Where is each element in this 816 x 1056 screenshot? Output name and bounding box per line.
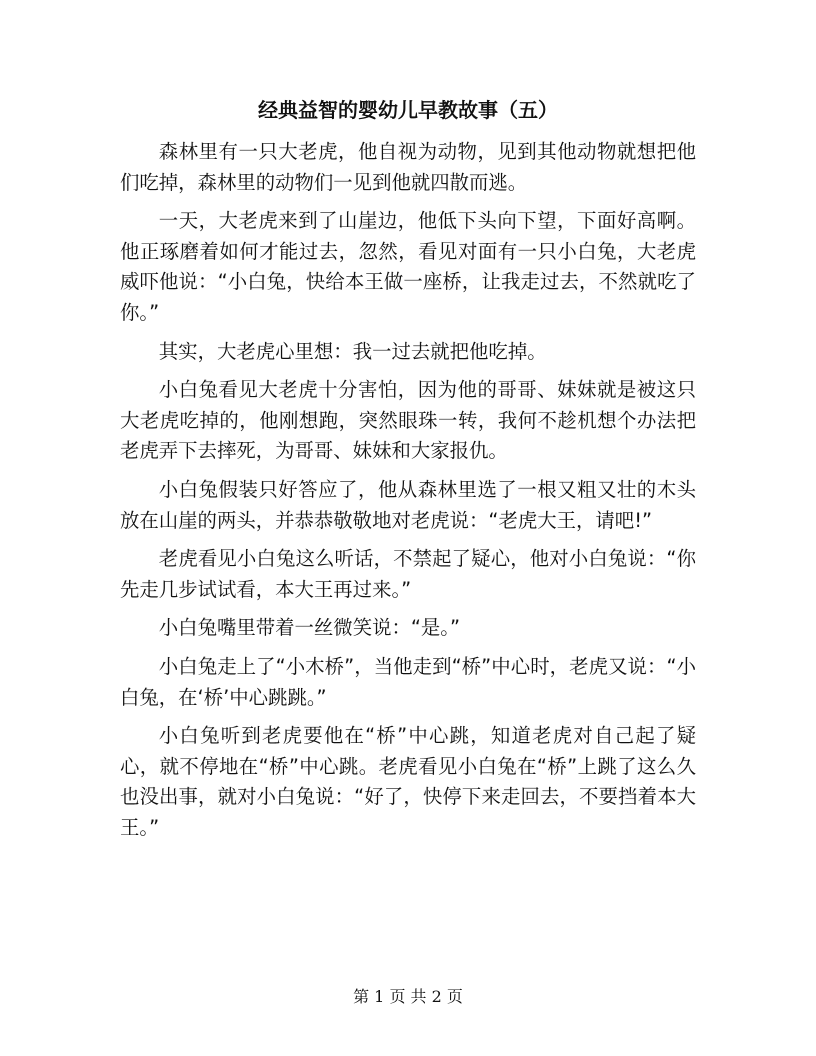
paragraph: 小白兔假装只好答应了，他从森林里选了一根又粗又壮的木头放在山崖的两头，并恭恭敬敬地对老虎说：“老虎大王，请吧!”	[120, 477, 696, 532]
paragraph: 小白兔看见大老虎十分害怕，因为他的哥哥、妹妹就是被这只大老虎吃掉的，他刚想跑，突然眼珠一转，我何不趁机想个办法把老虎弄下去摔死，为哥哥、妹妹和大家报仇。	[120, 378, 696, 463]
paragraph: 森林里有一只大老虎，他自视为动物，见到其他动物就想把他们吃掉，森林里的动物们一见到他就四散而逃。	[120, 140, 696, 194]
paragraph: 老虎看见小白兔这么听话，不禁起了疑心，他对小白兔说：“你先走几步试试看，本大王再过来。”	[120, 547, 696, 601]
paragraph: 一天，大老虎来到了山崖边，他低下头向下望，下面好高啊。他正琢磨着如何才能过去，忽然，看见对面有一只小白兔，大老虎威吓他说：“小白兔，快给本王做一座桥，让我走过去，不然就吃了你。”	[120, 209, 696, 324]
page-number-footer: 第 1 页 共 2 页	[353, 987, 463, 1006]
story-body	[120, 137, 696, 843]
paragraph: 小白兔听到老虎要他在“桥”中心跳，知道老虎对自己起了疑心，就不停地在“桥”中心跳。老虎看见小白兔在“桥”上跳了这么久也没出事，就对小白兔说：“好了，快停下来走回去，不要挡着本大王。”	[120, 724, 696, 839]
paragraph: 小白兔嘴里带着一丝微笑说：“是。”	[158, 616, 461, 640]
paragraph: 其实，大老虎心里想：我一过去就把他吃掉。	[158, 339, 547, 363]
paragraph: 小白兔走上了“小木桥”，当他走到“桥”中心时，老虎又说：“小白兔，在‘桥’中心跳跳。”	[120, 654, 696, 709]
document-title: 经典益智的婴幼儿早教故事（五）	[258, 98, 558, 122]
